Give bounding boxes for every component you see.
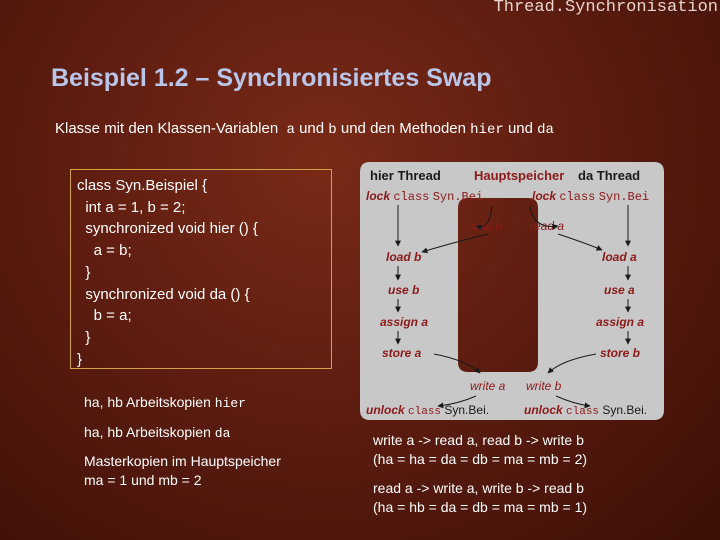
- note-text: ha, hb Arbeitskopien: [84, 424, 211, 440]
- header-title: Thread.Synchronisation: [493, 0, 718, 17]
- code-box: [70, 169, 332, 369]
- code-line: int a = 1, b = 2;: [77, 198, 186, 216]
- read-b-label: read b: [468, 219, 503, 233]
- result-line: write a -> read a, read b -> write b: [373, 432, 584, 448]
- intro-text: und: [507, 120, 533, 137]
- var-b: b: [328, 122, 337, 138]
- header-hauptspeicher: Hauptspeicher: [474, 168, 565, 183]
- code-line: synchronized void da () {: [77, 285, 250, 303]
- right-step-assign: assign a: [596, 315, 645, 329]
- write-b-label: write b: [526, 379, 562, 393]
- intro-text: Klasse mit den Klassen-Variablen: [55, 120, 279, 137]
- result-block-1: [373, 431, 587, 469]
- note-text: ma = 1 und mb = 2: [84, 472, 202, 488]
- slide-title: Beispiel 1.2 – Synchronisiertes Swap: [51, 64, 492, 92]
- unlock-right: unlock class Syn.Bei.: [524, 403, 648, 418]
- right-step-store: store b: [600, 346, 641, 360]
- sync-diagram: [358, 160, 666, 422]
- note-code: da: [214, 426, 231, 441]
- code-line: }: [77, 263, 91, 281]
- right-step-load: load a: [602, 250, 637, 264]
- code-line: class Syn.Beispiel {: [77, 177, 208, 194]
- intro-text: und: [299, 120, 325, 137]
- intro-text: und den Methoden: [340, 120, 466, 137]
- intro-line: [55, 120, 554, 138]
- result-block-2: [373, 479, 587, 517]
- left-step-load: load b: [386, 250, 422, 264]
- code-line: a = b;: [77, 242, 132, 260]
- method-hier: hier: [470, 122, 504, 138]
- note-master: [84, 452, 281, 490]
- note-hier: [84, 394, 246, 411]
- code-line: }: [77, 350, 83, 368]
- header-hier-thread: hier Thread: [370, 168, 441, 183]
- method-da: da: [537, 122, 554, 138]
- right-step-use: use a: [604, 283, 635, 297]
- left-step-store: store a: [382, 346, 422, 360]
- result-line: read a -> write a, write b -> read b: [373, 480, 584, 496]
- note-text: Masterkopien im Hauptspeicher: [84, 453, 281, 469]
- lock-right: lock class Syn.Bei: [532, 189, 650, 204]
- result-line: (ha = ha = da = db = ma = mb = 2): [373, 451, 588, 467]
- header-da-thread: da Thread: [578, 168, 641, 183]
- note-code: hier: [214, 396, 246, 411]
- read-a-label: read a: [530, 219, 565, 233]
- left-step-assign: assign a: [380, 315, 429, 329]
- unlock-left: unlock class Syn.Bei.: [366, 403, 490, 418]
- result-line: (ha = hb = da = db = ma = mb = 1): [373, 499, 588, 515]
- var-a: a: [286, 122, 295, 138]
- note-text: ha, hb Arbeitskopien: [84, 394, 211, 410]
- note-da: [84, 424, 230, 441]
- code-line: }: [77, 328, 91, 346]
- code-line: synchronized void hier () {: [77, 220, 258, 238]
- write-a-label: write a: [470, 379, 506, 393]
- code-line: b = a;: [77, 307, 132, 325]
- lock-left: lock class Syn.Bei: [366, 189, 484, 204]
- left-step-use: use b: [388, 283, 420, 297]
